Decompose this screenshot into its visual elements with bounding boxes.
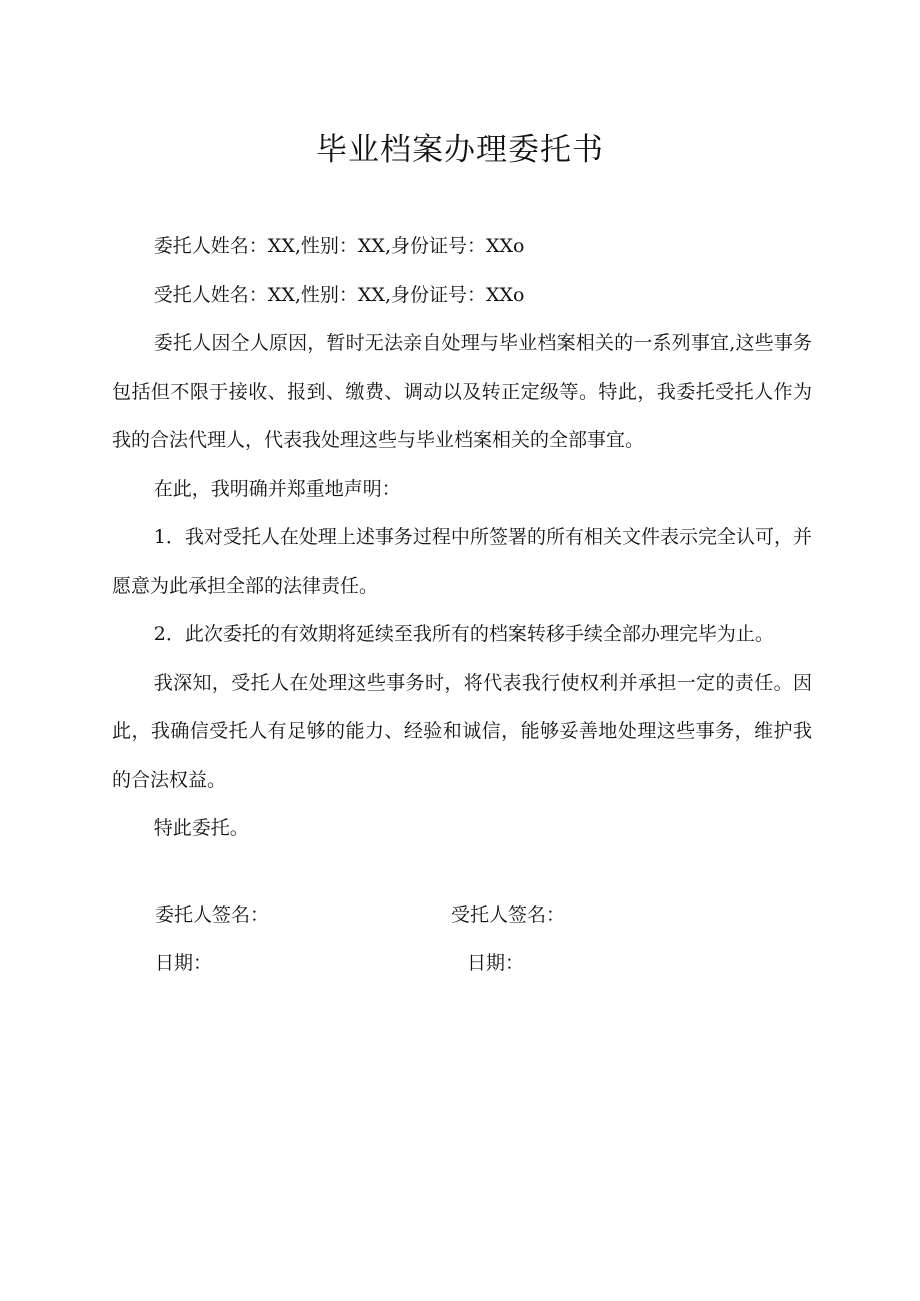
declaration-intro-paragraph: 在此，我明确并郑重地声明： [153, 477, 401, 500]
closing-paragraph: 特此委托。 [153, 817, 249, 839]
declaration-item-2: 2．此次委托的有效期将延续至我所有的档案转移手续全部办理完毕为止。 [153, 623, 774, 645]
declaration-item-1: 1．我对受托人在处理上述事务过程中所签署的所有相关文件表示完全认可，并愿意为此承担全部的法律责任。 [112, 526, 812, 597]
trust-paragraph: 我深知，受托人在处理这些事务时，将代表我行使权利并承担一定的责任。因此，我确信受托人有足够的能力、经验和诚信，能够妥善地处理这些事务，维护我的合法权益。 [112, 671, 812, 791]
reason-paragraph: 委托人因仝人原因，暂时无法亲自处理与毕业档案相关的一系列事宜,这些事务包括但不限于接收、报到、缴费、调动以及转正定级等。特此，我委托受托人作为我的合法代理人，代表我处理这些与毕业档案相关的全部事宜。 [112, 332, 812, 451]
document-title: 毕业档案办理委托书 [316, 132, 604, 168]
agent-info-paragraph: 受托人姓名：XX,性别：XX,身份证号：XXo [153, 283, 525, 306]
principal-signature-label: 委托人签名： [155, 904, 270, 926]
agent-date-label: 日期： [467, 952, 525, 974]
principal-date-label: 日期： [155, 952, 213, 974]
document-body [112, 222, 812, 853]
principal-info-paragraph: 委托人姓名：XX,性别：XX,身份证号：XXo [153, 235, 525, 257]
agent-signature-label: 受托人签名： [451, 904, 566, 926]
